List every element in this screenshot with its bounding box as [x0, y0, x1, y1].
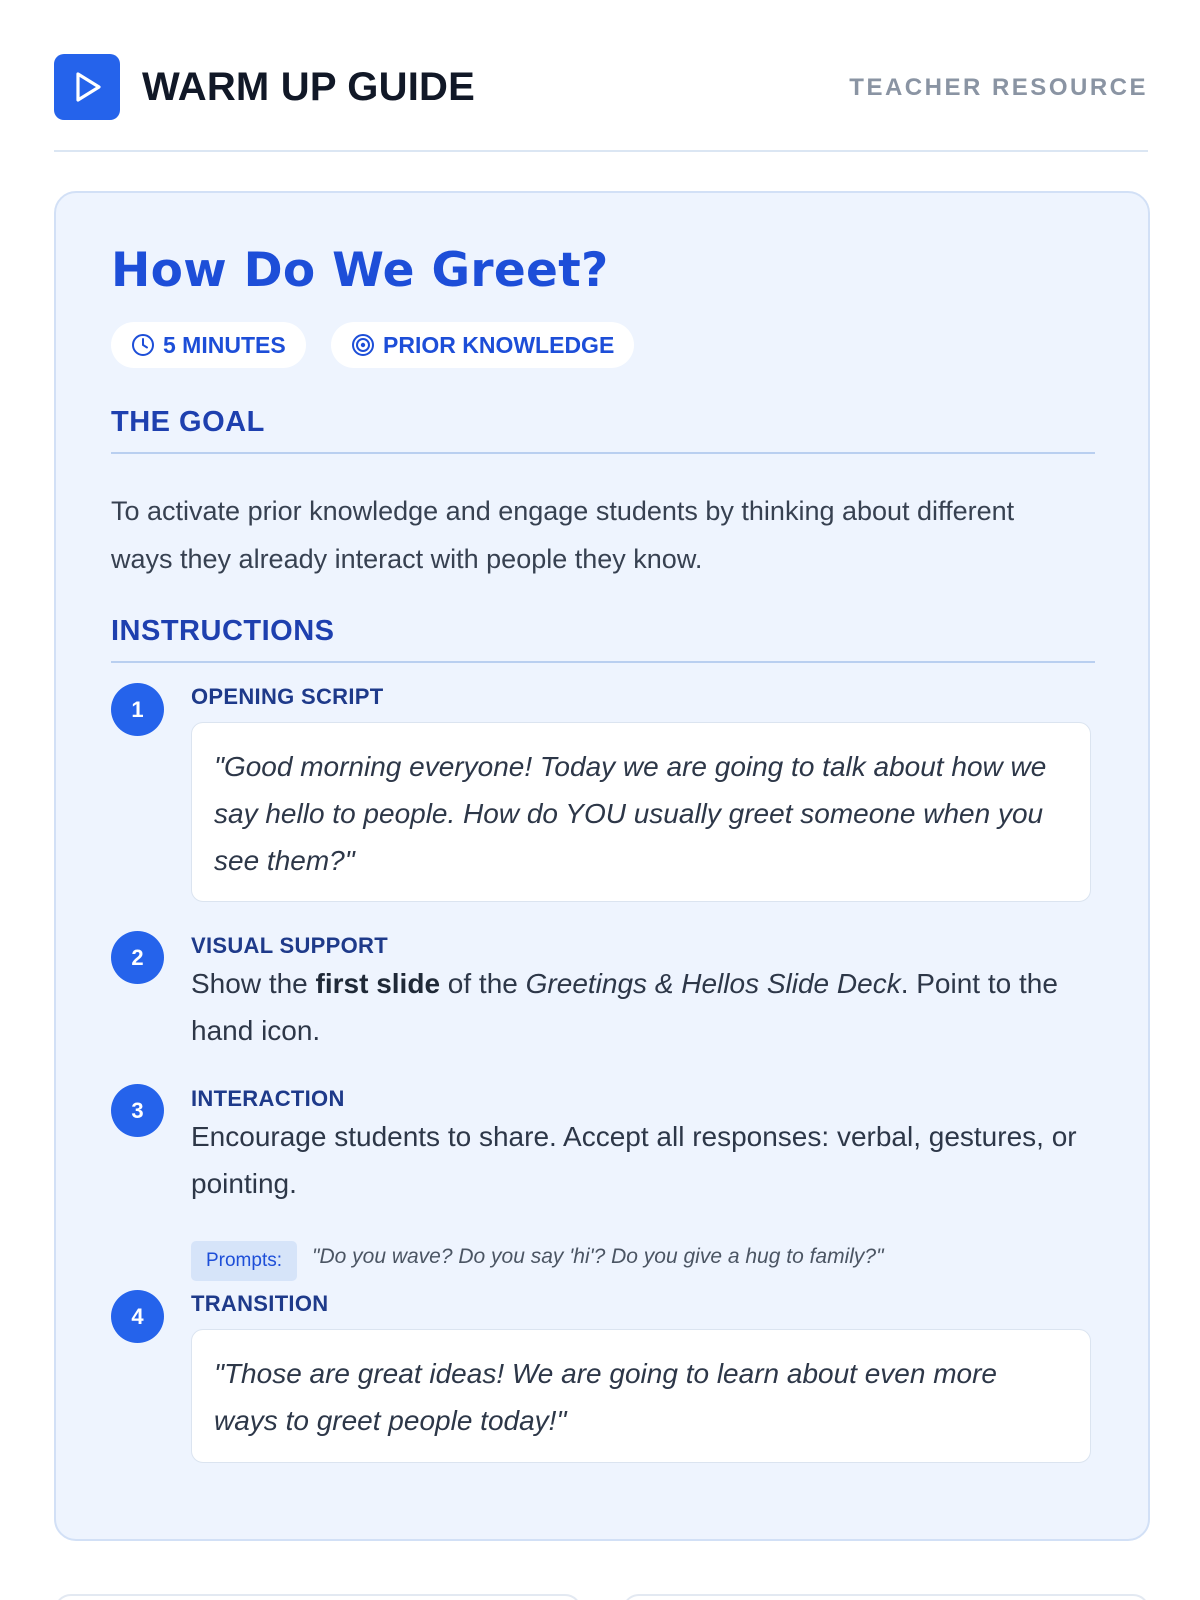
- play-icon: [54, 54, 120, 120]
- instructions-divider: [111, 661, 1095, 663]
- step-label: INTERACTION: [191, 1086, 345, 1111]
- step-label: OPENING SCRIPT: [191, 684, 384, 709]
- opening-script-quote: "Good morning everyone! Today we are going to talk about how we say hello to people. How do YOU usually greet someone when you see them?": [191, 722, 1091, 902]
- instructions-heading: INSTRUCTIONS: [111, 615, 335, 647]
- slide-deck-name: Greetings & Hellos Slide Deck: [525, 968, 901, 999]
- step-number: 1: [111, 683, 164, 736]
- goal-heading: THE GOAL: [111, 406, 265, 438]
- text-segment: Show the: [191, 968, 316, 999]
- bold-segment: first slide: [315, 968, 441, 999]
- resource-tag: TEACHER RESOURCE: [849, 74, 1148, 101]
- focus-badge: [331, 322, 634, 368]
- warm-up-card: [54, 191, 1150, 1541]
- step-number: 4: [111, 1290, 164, 1343]
- header: [54, 54, 1148, 152]
- visual-support-text: [191, 960, 1091, 1054]
- text-segment: . Point to the hand icon.: [191, 968, 1058, 1046]
- text-segment: of the: [440, 968, 526, 999]
- step-label: VISUAL SUPPORT: [191, 933, 388, 958]
- target-icon: [351, 333, 375, 357]
- interaction-text: Encourage students to share. Accept all responses: verbal, gestures, or pointing.: [191, 1121, 1077, 1199]
- goal-divider: [111, 452, 1095, 454]
- duration-label: 5 MINUTES: [163, 331, 286, 358]
- clock-icon: [131, 333, 155, 357]
- prompts-badge: Prompts:: [191, 1241, 297, 1281]
- step-number: 3: [111, 1084, 164, 1137]
- step-label: TRANSITION: [191, 1291, 329, 1316]
- transition-quote: "Those are great ideas! We are going to learn about even more ways to greet people today!": [191, 1329, 1091, 1463]
- step-number: 2: [111, 931, 164, 984]
- prompts-text: "Do you wave? Do you say 'hi'? Do you give a hug to family?": [312, 1245, 884, 1268]
- goal-text: To activate prior knowledge and engage students by thinking about different ways they already interact with people they know.: [111, 496, 1015, 574]
- page-title: WARM UP GUIDE: [142, 65, 475, 109]
- duration-badge: [111, 322, 306, 368]
- focus-label: PRIOR KNOWLEDGE: [383, 331, 615, 358]
- next-card-right: [622, 1594, 1150, 1600]
- card-title: How Do We Greet?: [111, 243, 609, 298]
- next-card-left: [54, 1594, 582, 1600]
